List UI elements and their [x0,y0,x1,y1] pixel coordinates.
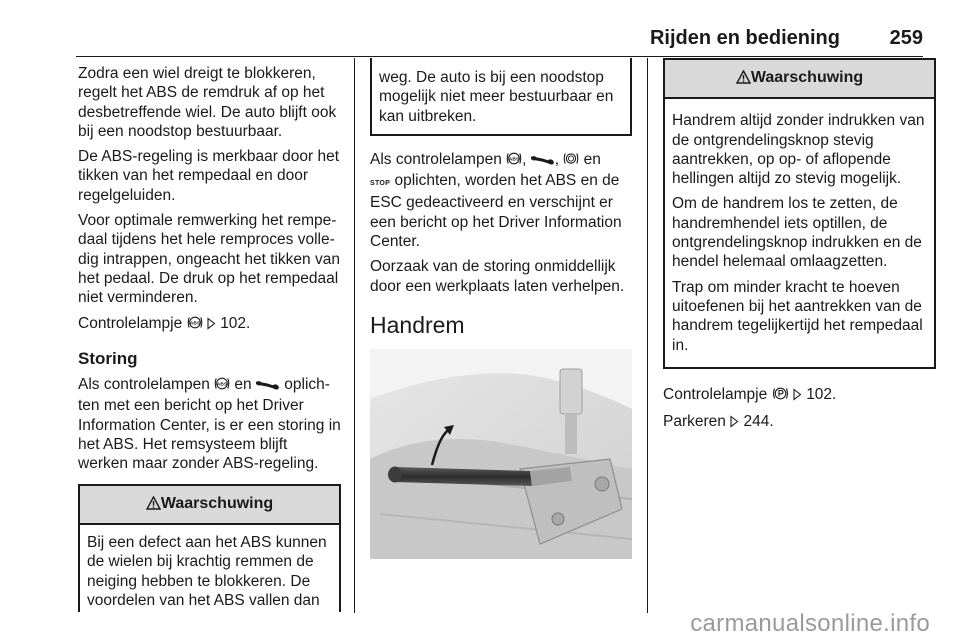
column-divider-1 [354,58,355,613]
page-reference: 102. [220,314,251,332]
abs-warning-lamp-icon [187,315,203,335]
column-2 [370,58,632,559]
svg-text:ABS: ABS [509,157,520,163]
warning-box-abs [78,484,341,612]
warning-box-handbrake [663,58,936,369]
heading-handrem: Handrem [370,311,465,338]
brake-system-wrench-icon [531,152,555,171]
warning-title: Waarschuwing [750,69,864,86]
page-reference: 102. [806,385,837,403]
brake-warning-lamp-icon [563,151,579,171]
abs-warning-lamp-icon [214,376,230,396]
warning-box-abs-continued [370,58,632,136]
page-reference: 244. [743,413,774,431]
warning-text: Bij een defect aan het ABS kunnen de wielen bij krachtig remmen de neiging hebben te blokkeren. De voordelen van het ABS vallen dan [87,533,327,609]
warning-body [665,99,934,367]
paragraph-esc-lamps: Als controlelampen ABS , , en STOP oplichten, worden het ABS en de ESC gedeactiveerd en verschijnt er een bericht op het Driver Information Center. [370,150,622,251]
handbrake-photo [370,349,632,559]
parking-brake-lamp-icon [772,386,789,406]
watermark: carmanualsonline.info [690,610,930,637]
svg-text:ABS: ABS [217,382,228,388]
warning-header [665,60,934,99]
column-divider-2 [647,58,648,613]
warning-continued-text: weg. De auto is bij een noodstop mogelijk niet meer bestuurbaar en kan uitbreken. [379,69,614,125]
paragraph-parking: Parkeren 244. [663,412,936,433]
page-reference-icon [730,414,739,433]
abs-warning-lamp-icon [506,151,522,171]
paragraph-parking-lamp: Controlelampje 102. [663,385,936,406]
column-3 [663,58,936,439]
page-reference-icon [207,316,216,335]
section-title: Rijden en bediening [649,27,840,49]
warning-paragraph-1: Handrem altijd zonder indrukken van de ontgrendelingsknop stevig aantrekken, op op- of aflopende hellingen altijd zo stevig mogelijk. [672,112,925,188]
paragraph-abs-optimal: Voor optimale remwerking het rempedaal tijdens het hele remproces volledig intrappen, ongeacht het tikken van het pedaal. De druk op het rempedaal niet verminderen. [78,212,340,307]
paragraph-abs-lamp: Controlelampje ABS 102. [78,314,341,335]
warning-header [80,486,339,525]
warning-title: Waarschuwing [160,494,274,512]
warning-paragraph-3: Trap om minder kracht te hoeven uitoefenen bij het aantrekken van de handrem tegelijkertijd het rempedaal in. [672,278,923,354]
paragraph-abs-noticeable: De ABS-regeling is merkbaar door het tikken van het rempedaal en door regelgeluiden. [78,148,340,204]
paragraph-repair: Oorzaak van de storing onmiddellijk door een werkplaats laten verhelpen. [370,258,625,295]
header-divider [76,56,923,57]
stop-lamp-icon: STOP [370,180,391,188]
page-number: 259 [889,27,923,49]
warning-triangle-icon [736,70,751,89]
heading-storing: Storing [78,348,138,368]
page-reference-icon [793,387,802,406]
svg-text:ABS: ABS [189,321,200,327]
paragraph-storing: Als controlelampen ABS en oplichten met een bericht op het Driver Information Center, is er een storing in het ABS. Het remsysteem blijft werken maar zonder ABS-regeling. [78,376,341,473]
warning-paragraph-2: Om de handrem los te zetten, de handremhendel iets optillen, de ontgrendelingsknop indrukken en de hendel helemaal omlaagzetten. [672,195,922,271]
brake-system-wrench-icon [256,377,280,396]
column-1 [78,64,341,612]
paragraph-abs-intro: Zodra een wiel dreigt te blokkeren, regelt het ABS de remdruk af op het desbetreffende wiel. De auto blijft ook bij een noodstop bestuurbaar. [78,65,337,140]
warning-triangle-icon [146,496,161,515]
warning-body [80,525,339,622]
